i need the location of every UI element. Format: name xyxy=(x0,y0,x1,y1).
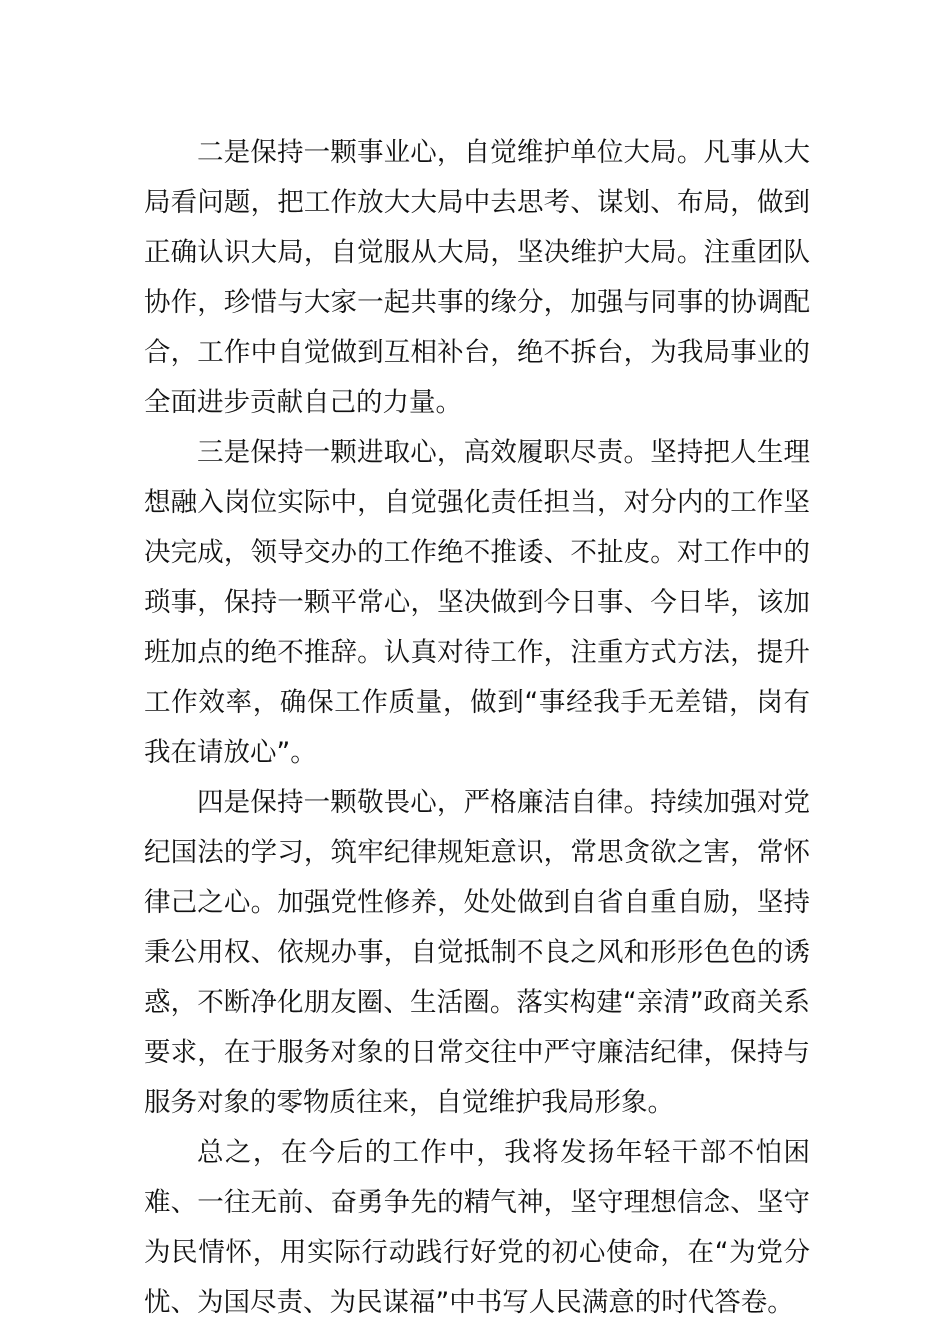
paragraph-integrity: 四是保持一颗敬畏心，严格廉洁自律。持续加强对党纪国法的学习，筑牢纪律规矩意识，常思贪欲之害，常怀律己之心。加强党性修养，处处做到自省自重自励，坚持秉公用权、依规办事，自觉抵制不良之风和形形色色的诱惑，不断净化朋友圈、生活圈。落实构建“亲清”政商关系要求，在于服务对象的日常交往中严守廉洁纪律，保持与服务对象的零物质往来，自觉维护我局形象。 xyxy=(144,787,810,1118)
paragraph-conclusion: 总之，在今后的工作中，我将发扬年轻干部不怕困难、一往无前、奋勇争先的精气神，坚守理想信念、坚守为民情怀，用实际行动践行好党的初心使命，在“为党分忧、为国尽责、为民谋福”中书写人民满意的时代答卷。 xyxy=(144,1137,810,1318)
document-body xyxy=(144,128,810,1328)
paragraph-career-commitment: 二是保持一颗事业心，自觉维护单位大局。凡事从大局看问题，把工作放大大局中去思考、谋划、布局，做到正确认识大局，自觉服从大局，坚决维护大局。注重团队协作，珍惜与大家一起共事的缘分，加强与同事的协调配合，工作中自觉做到互相补台，绝不拆台，为我局事业的全面进步贡献自己的力量。 xyxy=(144,137,810,418)
paragraph-initiative: 三是保持一颗进取心，高效履职尽责。坚持把人生理想融入岗位实际中，自觉强化责任担当，对分内的工作坚决完成，领导交办的工作绝不推诿、不扯皮。对工作中的琐事，保持一颗平常心，坚决做到今日事、今日毕，该加班加点的绝不推辞。认真对待工作，注重方式方法，提升工作效率，确保工作质量，做到“事经我手无差错，岗有我在请放心”。 xyxy=(144,437,810,768)
